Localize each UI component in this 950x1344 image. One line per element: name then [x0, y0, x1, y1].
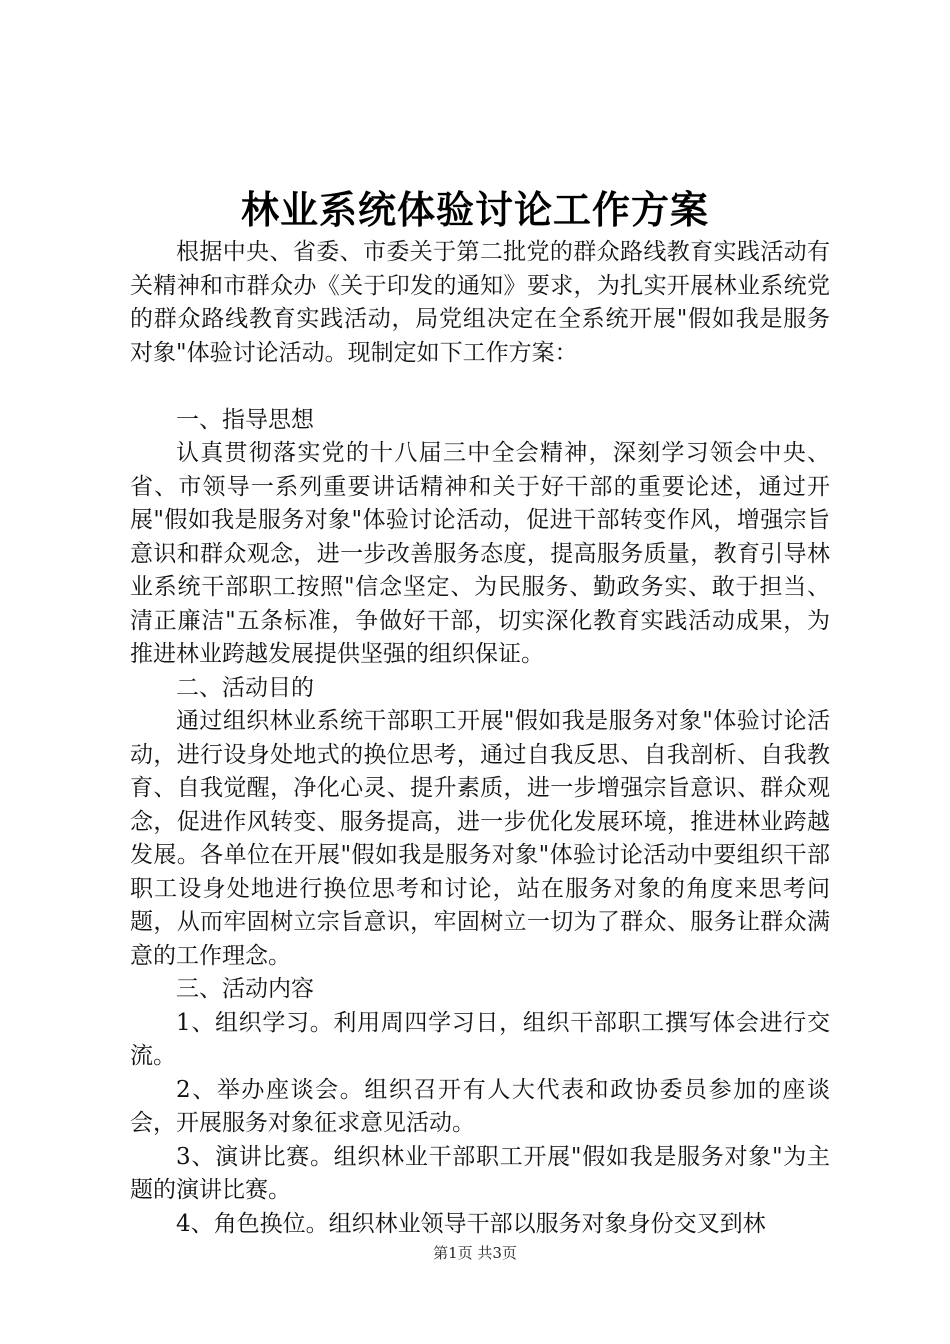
content-item-role-swap: 4、角色换位。组织林业领导干部以服务对象身份交叉到林 — [176, 1210, 766, 1237]
document-title: 林业系统体验讨论工作方案 — [240, 188, 709, 232]
intro-paragraph: 根据中央、省委、市委关于第二批党的群众路线教育实践活动有关精神和市群众办《关于印发的通知》要求，为扎实开展林业系统党的群众路线教育实践活动，局党组决定在全系统开展"假如我是服务对象"体验讨论活动。现制定如下工作方案： — [130, 239, 830, 366]
content-item-speech: 3、演讲比赛。组织林业干部职工开展"假如我是服务对象"为主题的演讲比赛。 — [130, 1143, 830, 1203]
section-heading-activity-content: 三、活动内容 — [176, 976, 314, 1002]
activity-purpose-paragraph: 通过组织林业系统干部职工开展"假如我是服务对象"体验讨论活动，进行设身处地式的换位思考，通过自我反思、自我剖析、自我教育、自我觉醒，净化心灵、提升素质，进一步增强宗旨意识、群众观念，促进作风转变、服务提高，进一步优化发展环境，推进林业跨越发展。各单位在开展"假如我是服务对象"体验讨论活动中要组织干部职工设身处地进行换位思考和讨论，站在服务对象的角度来思考问题，从而牢固树立宗旨意识，牢固树立一切为了群众、服务让群众满意的工作理念。 — [130, 708, 830, 969]
content-item-forum: 2、举办座谈会。组织召开有人大代表和政协委员参加的座谈会，开展服务对象征求意见活动。 — [130, 1076, 830, 1136]
section-heading-guiding-thought: 一、指导思想 — [176, 406, 314, 433]
section-heading-activity-purpose: 二、活动目的 — [176, 674, 314, 701]
page-number-footer: 第1页 共3页 — [433, 1244, 517, 1262]
document-body — [130, 236, 830, 1241]
paragraph-gap — [130, 370, 830, 404]
guiding-thought-paragraph: 认真贯彻落实党的十八届三中全会精神，深刻学习领会中央、省、市领导一系列重要讲话精神和关于好干部的重要论述，通过开展"假如我是服务对象"体验讨论活动，促进干部转变作风，增强宗旨意识和群众观念，进一步改善服务态度，提高服务质量，教育引导林业系统干部职工按照"信念坚定、为民服务、勤政务实、敢于担当、清正廉洁"五条标准，争做好干部，切实深化教育实践活动成果，为推进林业跨越发展提供坚强的组织保证。 — [130, 440, 830, 667]
content-item-study: 1、组织学习。利用周四学习日，组织干部职工撰写体会进行交流。 — [130, 1009, 830, 1069]
